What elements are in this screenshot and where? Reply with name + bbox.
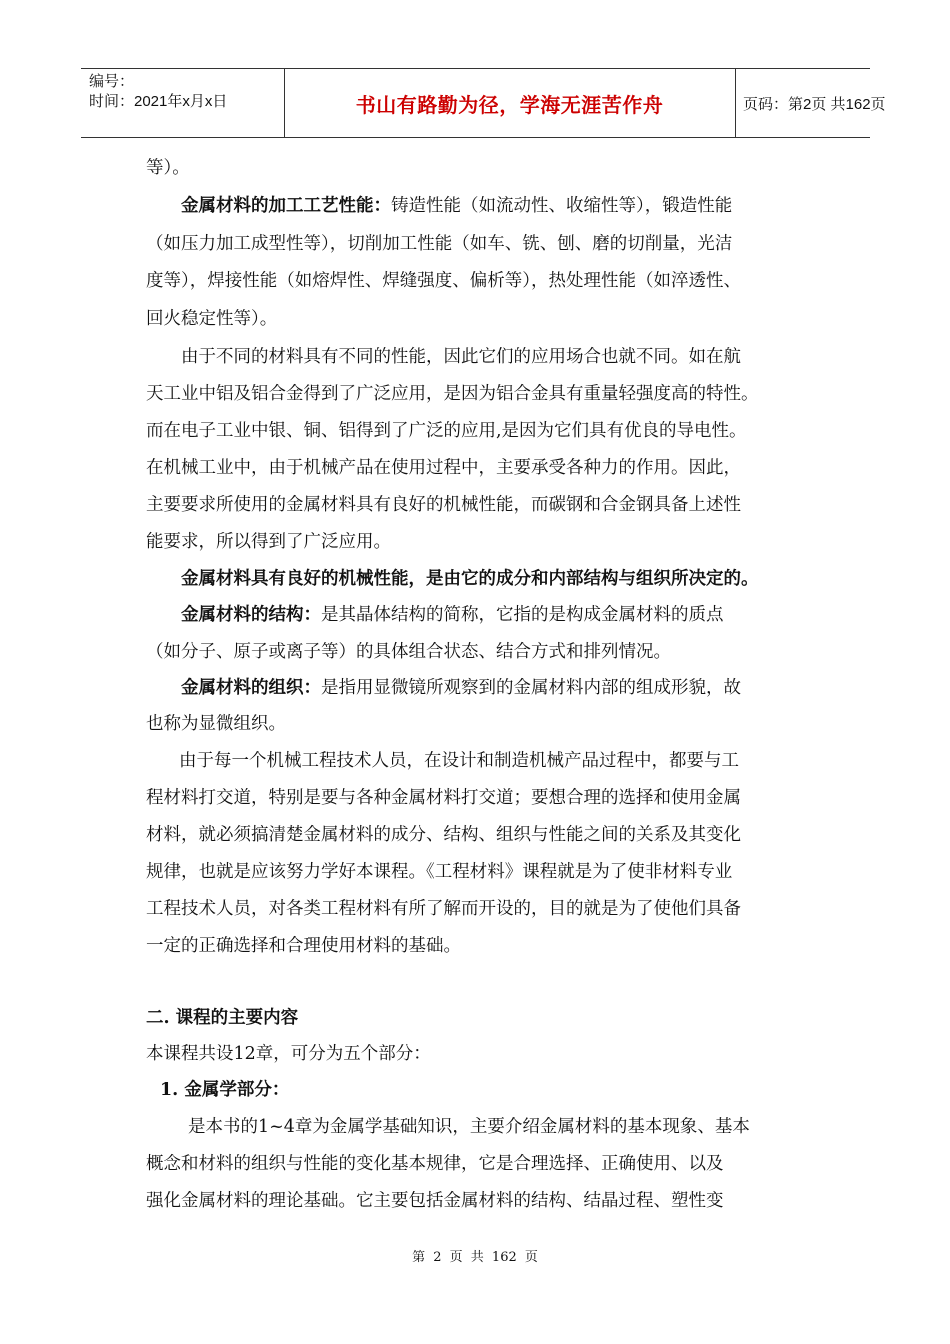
text-line: （如分子、原子或离子等）的具体组合状态、结合方式和排列情况。 <box>146 642 671 662</box>
text-line: 强化金属材料的理论基础。它主要包括金属材料的结构、结晶过程、塑性变 <box>146 1191 724 1211</box>
text-line: 度等），焊接性能（如熔焊性、焊缝强度、偏析等），热处理性能（如淬透性、 <box>146 271 741 291</box>
page-header <box>81 68 886 138</box>
paragraph-microstructure <box>181 673 741 703</box>
motto-text: 书山有路勤为径，学海无涯苦作舟 <box>355 92 664 117</box>
text-line: 工程技术人员，对各类工程材料有所了解而开设的，目的就是为了使他们具备 <box>146 899 741 919</box>
text-line: 由于每一个机械工程技术人员，在设计和制造机械产品过程中，都要与工 <box>179 751 739 771</box>
term-structure: 金属材料的结构： <box>181 605 321 625</box>
text-line: 而在电子工业中银、铜、铝得到了广泛的应用,是因为它们具有优良的导电性。 <box>146 421 747 441</box>
text-span: 是其晶体结构的简称，它指的是构成金属材料的质点 <box>321 605 724 625</box>
text-line: （如压力加工成型性等），切削加工性能（如车、铣、刨、磨的切削量，光洁 <box>146 234 733 254</box>
text-line: 回火稳定性等）。 <box>146 309 278 329</box>
text-line: 由于不同的材料具有不同的性能，因此它们的应用场合也就不同。如在航 <box>181 347 741 367</box>
text-line: 一定的正确选择和合理使用材料的基础。 <box>146 936 461 956</box>
term-microstructure: 金属材料的组织： <box>181 678 321 698</box>
text-line: 能要求，所以得到了广泛应用。 <box>146 532 391 552</box>
term-processing-properties: 金属材料的加工工艺性能： <box>181 196 391 216</box>
text-span: 铸造性能（如流动性、收缩性等），锻造性能 <box>391 196 733 216</box>
text-line: 本课程共设12章，可分为五个部分： <box>146 1044 431 1064</box>
date-label: 时间：2021年x月x日 <box>89 93 228 110</box>
subsection-heading: 1. 金属学部分： <box>160 1080 290 1100</box>
text-line: 在机械工业中，由于机械产品在使用过程中，主要承受各种力的作用。因此， <box>146 458 741 478</box>
header-motto <box>284 69 736 137</box>
key-statement: 金属材料具有良好的机械性能，是由它的成分和内部结构与组织所决定的。 <box>181 569 759 589</box>
text-line: 概念和材料的组织与性能的变化基本规律，它是合理选择、正确使用、以及 <box>146 1154 724 1174</box>
header-meta <box>81 69 285 137</box>
number-label: 编号： <box>89 73 135 90</box>
paragraph-structure <box>181 600 724 630</box>
text-line: 材料，就必须搞清楚金属材料的成分、结构、组织与性能之间的关系及其变化 <box>146 825 741 845</box>
text-line: 是本书的1~4章为金属学基础知识，主要介绍金属材料的基本现象、基本 <box>188 1117 750 1137</box>
text-line: 也称为显微组织。 <box>146 714 286 734</box>
page-footer: 第 2 页 共 162 页 <box>412 1250 538 1265</box>
header-page-info: 页码：第2页 共162页 <box>743 95 886 113</box>
text-line: 主要要求所使用的金属材料具有良好的机械性能，而碳钢和合金钢具备上述性 <box>146 495 741 515</box>
text-span: 是指用显微镜所观察到的金属材料内部的组成形貌，故 <box>321 678 741 698</box>
text-line: 规律，也就是应该努力学好本课程。《工程材料》课程就是为了使非材料专业 <box>146 862 733 882</box>
text-line: 天工业中铝及铝合金得到了广泛应用，是因为铝合金具有重量轻强度高的特性。 <box>146 384 759 404</box>
text-line: 程材料打交道，特别是要与各种金属材料打交道；要想合理的选择和使用金属 <box>146 788 741 808</box>
text-line: 等）。 <box>146 158 190 178</box>
section-heading: 二. 课程的主要内容 <box>146 1008 299 1028</box>
paragraph-processing-properties <box>181 191 732 221</box>
